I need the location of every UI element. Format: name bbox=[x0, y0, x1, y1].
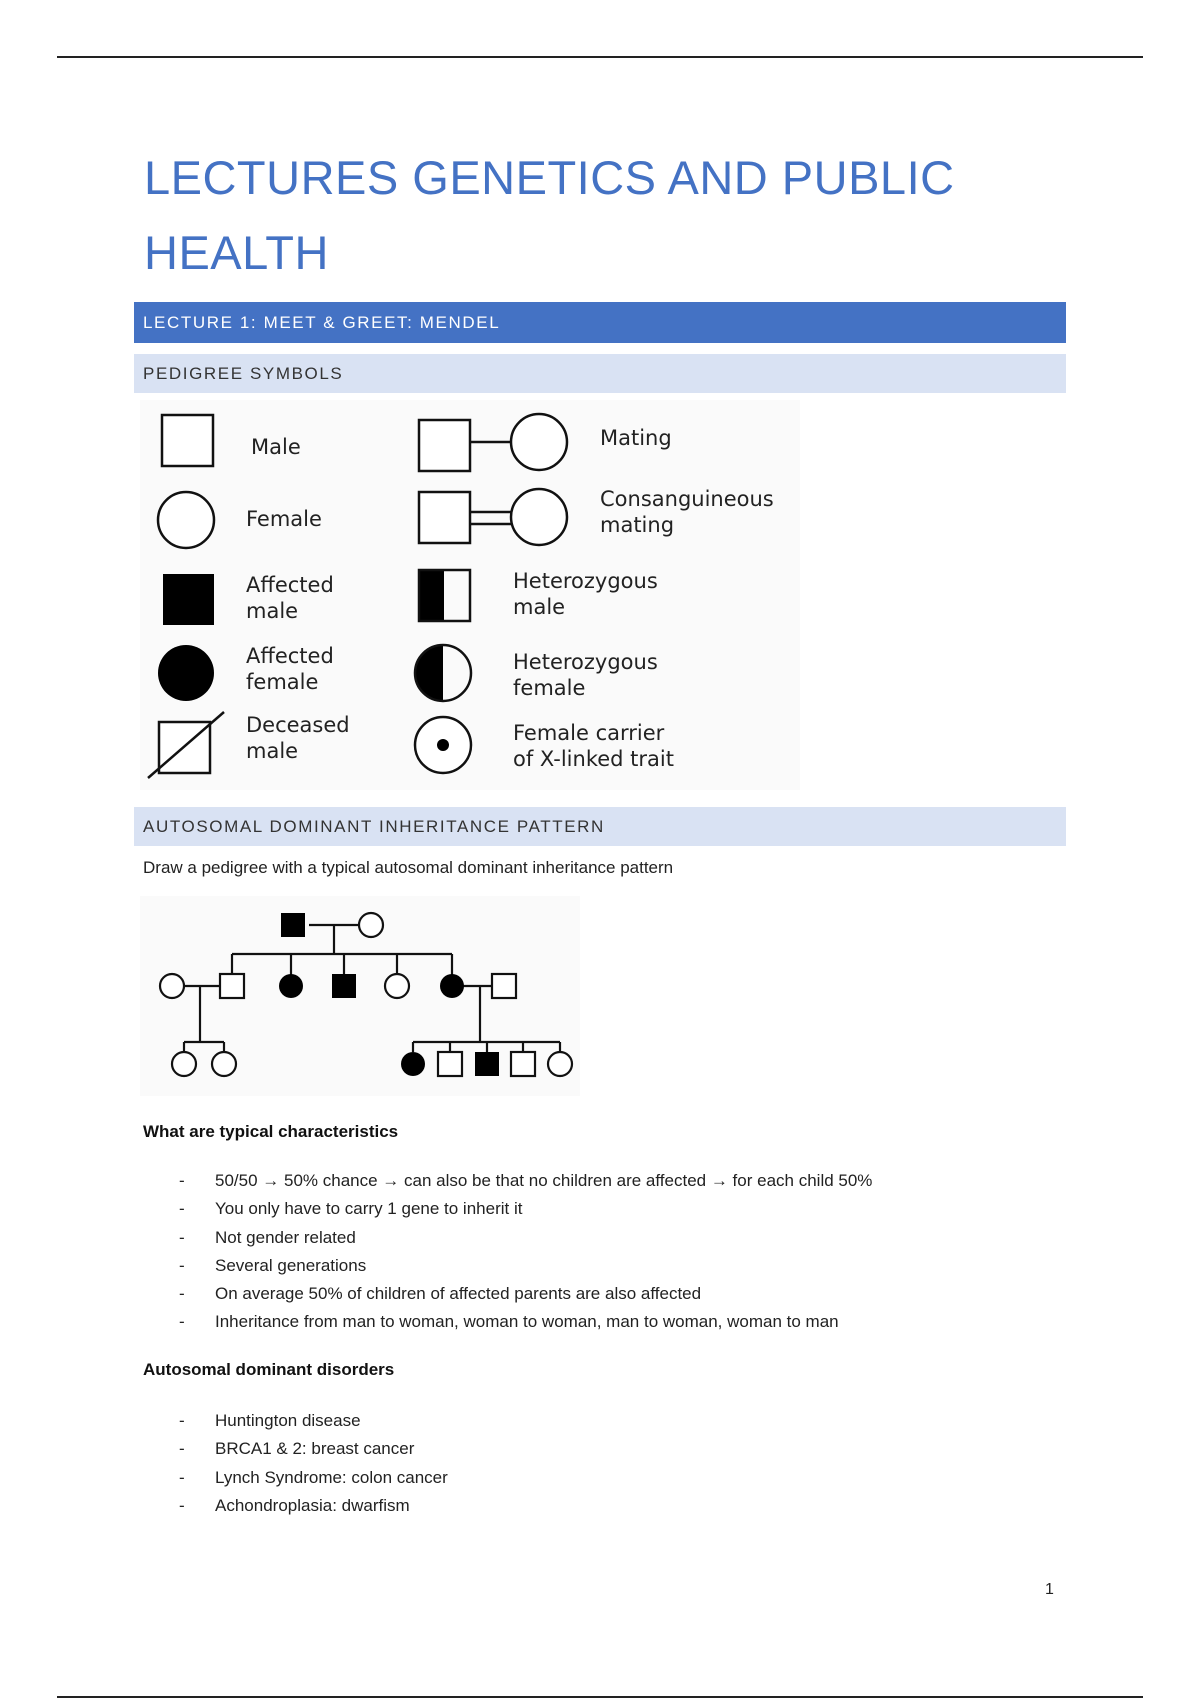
footer-rule bbox=[57, 1696, 1143, 1698]
label-het-male-2: male bbox=[513, 595, 566, 619]
disorders-list bbox=[143, 1407, 448, 1520]
label-affected-male-1: Affected bbox=[246, 573, 334, 597]
affected-male-icon bbox=[281, 913, 305, 937]
female-icon bbox=[359, 913, 383, 937]
female-icon bbox=[385, 974, 409, 998]
list-item: - On average 50% of children of affected parents are also affected bbox=[179, 1284, 702, 1304]
female-icon bbox=[160, 974, 184, 998]
pedigree-gen3 bbox=[172, 1052, 572, 1076]
list-item: - Achondroplasia: dwarfism bbox=[179, 1495, 410, 1515]
list-item: - Huntington disease bbox=[179, 1411, 361, 1430]
label-affected-male-2: male bbox=[246, 599, 299, 623]
label-het-female-1: Heterozygous bbox=[513, 650, 658, 674]
list-item: - BRCA1 & 2: breast cancer bbox=[179, 1439, 415, 1459]
label-affected-female-2: female bbox=[246, 670, 319, 694]
label-deceased-male-2: male bbox=[246, 739, 299, 763]
label-consanguineous-1: Consanguineous bbox=[600, 487, 774, 511]
label-male: Male bbox=[251, 435, 301, 459]
female-icon bbox=[212, 1052, 236, 1076]
label-het-male-1: Heterozygous bbox=[513, 569, 658, 593]
list-item: - Inheritance from man to woman, woman to woman, man to woman, woman to man bbox=[179, 1312, 839, 1332]
affected-female-icon bbox=[440, 974, 464, 998]
female-circle-icon bbox=[158, 492, 214, 548]
female-icon bbox=[548, 1052, 572, 1076]
x-linked-carrier-icon bbox=[415, 717, 471, 773]
male-icon bbox=[438, 1052, 462, 1076]
label-deceased-male-1: Deceased bbox=[246, 713, 350, 737]
affected-male-square-icon bbox=[163, 574, 214, 625]
label-affected-female-1: Affected bbox=[246, 644, 334, 668]
mating-icon bbox=[419, 414, 567, 471]
intro-text: Draw a pedigree with a typical autosomal dominant inheritance pattern bbox=[143, 858, 674, 877]
list-item: - You only have to carry 1 gene to inherit it bbox=[179, 1199, 523, 1219]
female-icon bbox=[172, 1052, 196, 1076]
affected-female-icon bbox=[279, 974, 303, 998]
pedigree-symbols-legend bbox=[140, 400, 800, 790]
section-heading-pedigree-symbols: PEDIGREE SYMBOLS bbox=[134, 354, 1066, 393]
heterozygous-female-icon bbox=[415, 645, 471, 701]
autosomal-dominant-pedigree bbox=[140, 896, 580, 1096]
male-icon bbox=[511, 1052, 535, 1076]
list-item: - Not gender related bbox=[179, 1227, 356, 1247]
label-het-female-2: female bbox=[513, 676, 586, 700]
affected-female-circle-icon bbox=[158, 645, 214, 701]
affected-male-icon bbox=[475, 1052, 499, 1076]
deceased-male-icon bbox=[148, 712, 224, 778]
label-female: Female bbox=[246, 507, 322, 531]
heterozygous-male-icon bbox=[419, 570, 470, 621]
label-x-carrier-2: of X-linked trait bbox=[513, 747, 674, 771]
label-x-carrier-1: Female carrier bbox=[513, 721, 665, 745]
document-title: LECTURES GENETICS AND PUBLIC HEALTH bbox=[144, 151, 955, 279]
male-icon bbox=[220, 974, 244, 998]
header-rule bbox=[57, 56, 1143, 58]
list-item: - Lynch Syndrome: colon cancer bbox=[179, 1467, 448, 1487]
characteristics-list bbox=[143, 1167, 872, 1337]
characteristics-heading: What are typical characteristics bbox=[143, 1122, 399, 1141]
male-icon bbox=[492, 974, 516, 998]
section-heading-autosomal-dominant: AUTOSOMAL DOMINANT INHERITANCE PATTERN bbox=[134, 807, 1066, 846]
disorders-heading: Autosomal dominant disorders bbox=[143, 1360, 395, 1379]
label-mating: Mating bbox=[600, 426, 672, 450]
affected-male-icon bbox=[332, 974, 356, 998]
male-square-icon bbox=[162, 415, 213, 466]
list-item: - Several generations bbox=[179, 1255, 367, 1275]
affected-female-icon bbox=[401, 1052, 425, 1076]
consanguineous-mating-icon bbox=[419, 489, 567, 545]
list-item: - 50/50 → 50% chance → can also be that no children are affected → for each child 50% bbox=[179, 1171, 873, 1190]
page-number: 1 bbox=[1045, 1581, 1054, 1598]
lecture-heading: LECTURE 1: MEET & GREET: MENDEL bbox=[134, 302, 1066, 343]
label-consanguineous-2: mating bbox=[600, 513, 675, 537]
